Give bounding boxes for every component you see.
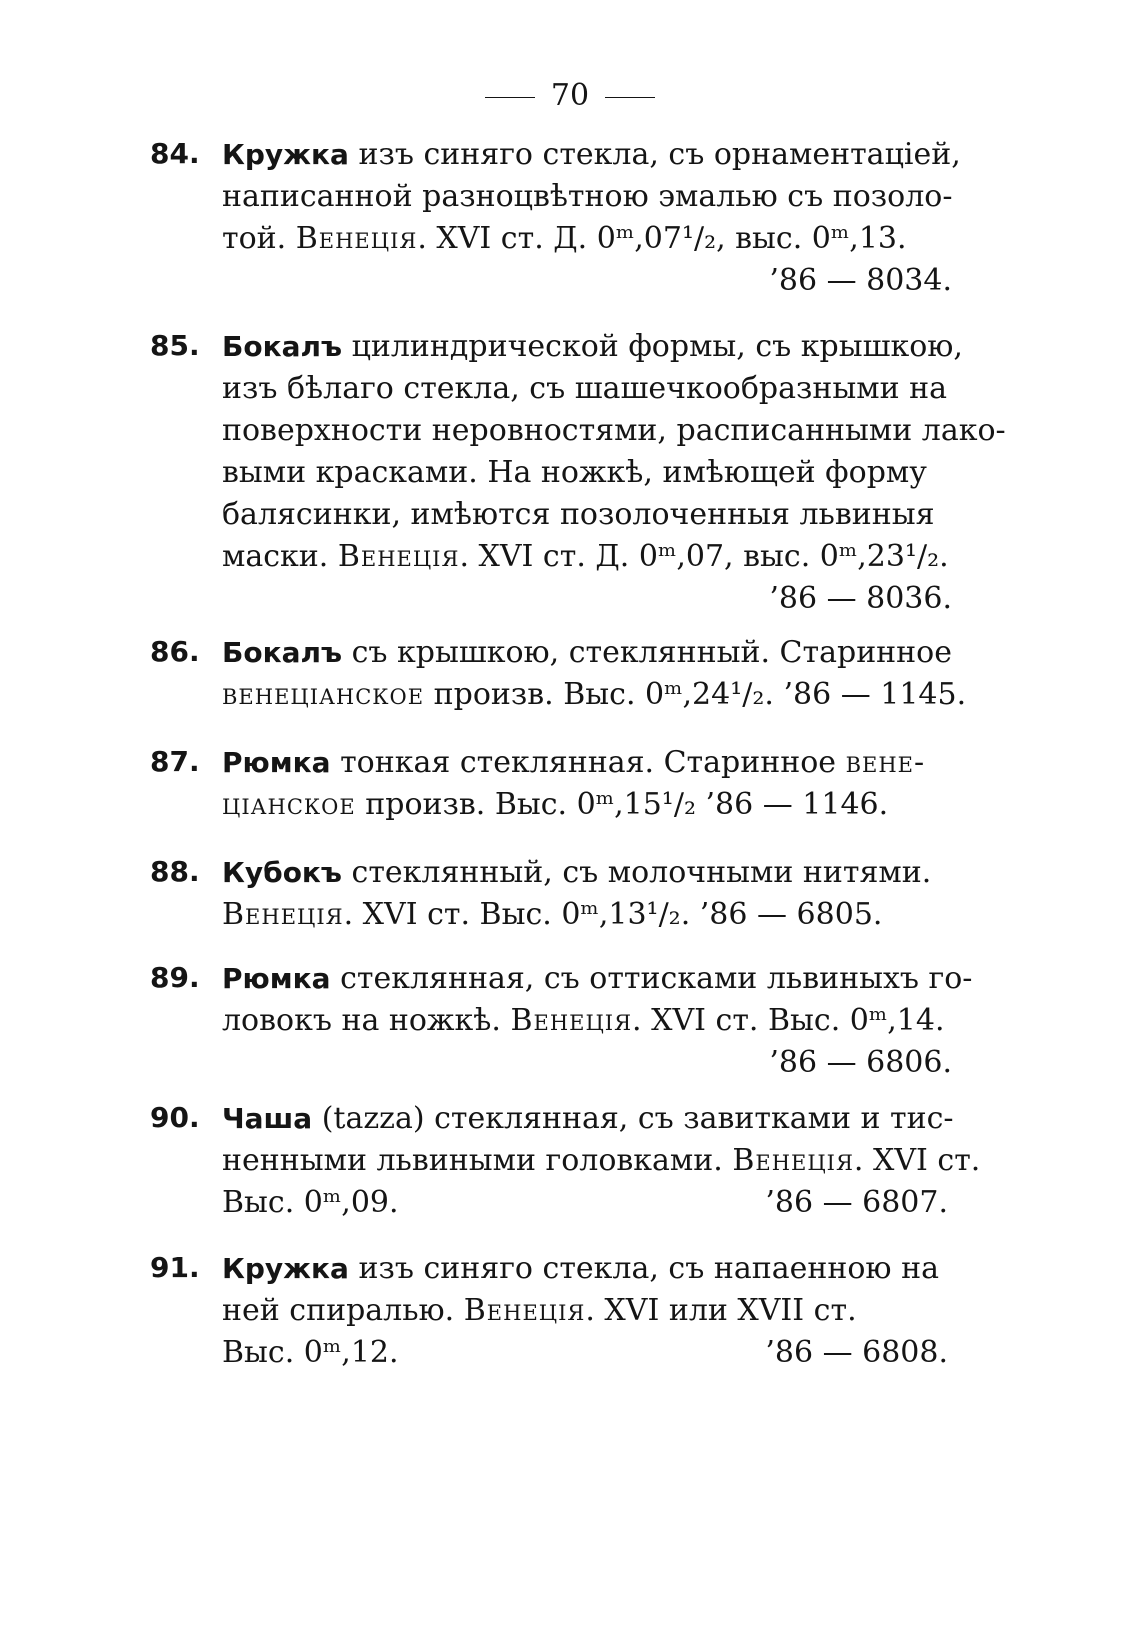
entry-text: тонкая стеклянная. Старинное [340, 745, 846, 780]
page-header [0, 78, 1140, 113]
entry-number: 91. [150, 1251, 200, 1284]
inventory-ref: ’86 — 6807. [765, 1185, 948, 1220]
catalog-entry-89 [150, 958, 980, 1084]
entry-text: . XVI или XVII ст. [585, 1293, 857, 1328]
entry-dimensions: Выс. 0ᵐ,09. [222, 1185, 399, 1220]
entry-text: ней спиралью. [222, 1293, 464, 1328]
entry-term: Чаша [222, 1102, 313, 1135]
inventory-ref: ’86 — 8034. [769, 263, 952, 298]
entry-term: Бокалъ [222, 330, 343, 363]
entry-number: 85. [150, 329, 200, 362]
entry-term: Кружка [222, 138, 349, 171]
catalog-entry-91 [150, 1248, 980, 1374]
place-name: ціанское [222, 787, 356, 822]
catalog-entry-85 [150, 326, 1006, 620]
entry-dimensions: . XVI ст. Д. 0ᵐ,07, выс. 0ᵐ,23¹/₂. [459, 539, 949, 574]
entry-text: ловокъ на ножкѣ. [222, 1003, 511, 1038]
place-name: Венеція [732, 1143, 854, 1178]
place-name: вене- [845, 745, 926, 780]
entry-text: изъ синяго стекла, съ напаенною на [358, 1251, 939, 1286]
entry-term: Рюмка [222, 962, 331, 995]
entry-text: выми красками. На ножкѣ, имѣющей форму [222, 455, 927, 490]
place-name: Венеція [463, 1293, 586, 1328]
entry-dimensions: Выс. 0ᵐ,12. [222, 1335, 399, 1370]
entry-text: балясинки, имѣются позолоченныя львиныя [222, 497, 935, 532]
entry-text: ненными львиными головками. [222, 1143, 733, 1178]
entry-text: . XVI ст. [853, 1143, 981, 1178]
entry-text: той. [222, 221, 296, 256]
entry-text: маски. [222, 539, 338, 574]
inventory-ref: ’86 — 6808. [765, 1335, 948, 1370]
entry-dimensions: . XVI ст. Д. 0ᵐ,07¹/₂, выс. 0ᵐ,13. [417, 221, 907, 256]
entry-text: написанной разноцвѣтною эмалью съ позоло- [222, 179, 953, 214]
entry-text: стеклянная, съ оттисками львиныхъ го- [340, 961, 973, 996]
page-number: 70 [550, 78, 590, 113]
entry-number: 87. [150, 745, 200, 778]
entry-text: (tazza) стеклянная, съ завитками и тис- [321, 1101, 954, 1136]
entry-term: Бокалъ [222, 636, 343, 669]
entry-term: Кубокъ [222, 856, 342, 889]
entry-text: съ крышкою, стеклянный. Старинное [351, 635, 952, 670]
catalog-entry-84 [150, 134, 980, 302]
inventory-ref: ’86 — 6806. [769, 1045, 952, 1080]
place-name: венеціанское [222, 677, 425, 712]
entry-number: 84. [150, 137, 200, 170]
entry-text: изъ бѣлаго стекла, съ шашечкообразными на [222, 371, 947, 406]
entry-term: Рюмка [222, 746, 331, 779]
entry-dimensions: . XVI ст. Выс. 0ᵐ,13¹/₂. ’86 — 6805. [343, 897, 883, 932]
entry-text: изъ синяго стекла, съ орнаментаціей, [358, 137, 961, 172]
place-name: Венеція [337, 539, 460, 574]
entry-text: стеклянный, съ молочными нитями. [351, 855, 932, 890]
place-name: Венеція [295, 221, 418, 256]
catalog-entry-88 [150, 852, 980, 936]
entry-text: цилиндрической формы, съ крышкою, [351, 329, 963, 364]
header-rule-left [485, 97, 535, 98]
header-rule-right [605, 97, 655, 98]
place-name: Венеція [510, 1003, 633, 1038]
entry-number: 90. [150, 1101, 200, 1134]
inventory-ref: ’86 — 8036. [769, 581, 952, 616]
entry-number: 88. [150, 855, 200, 888]
catalog-entry-86 [150, 632, 980, 716]
entry-text: поверхности неровностями, расписанными лако- [222, 413, 1006, 448]
entry-dimensions: . XVI ст. Выс. 0ᵐ,14. [632, 1003, 945, 1038]
entry-number: 86. [150, 635, 200, 668]
place-name: Венеція [222, 897, 344, 932]
entry-term: Кружка [222, 1252, 349, 1285]
catalog-entry-87 [150, 742, 980, 826]
entry-number: 89. [150, 961, 200, 994]
catalog-entry-90 [150, 1098, 980, 1224]
entry-dimensions: произв. Выс. 0ᵐ,24¹/₂. ’86 — 1145. [424, 677, 967, 712]
entry-dimensions: произв. Выс. 0ᵐ,15¹/₂ ’86 — 1146. [355, 787, 889, 822]
